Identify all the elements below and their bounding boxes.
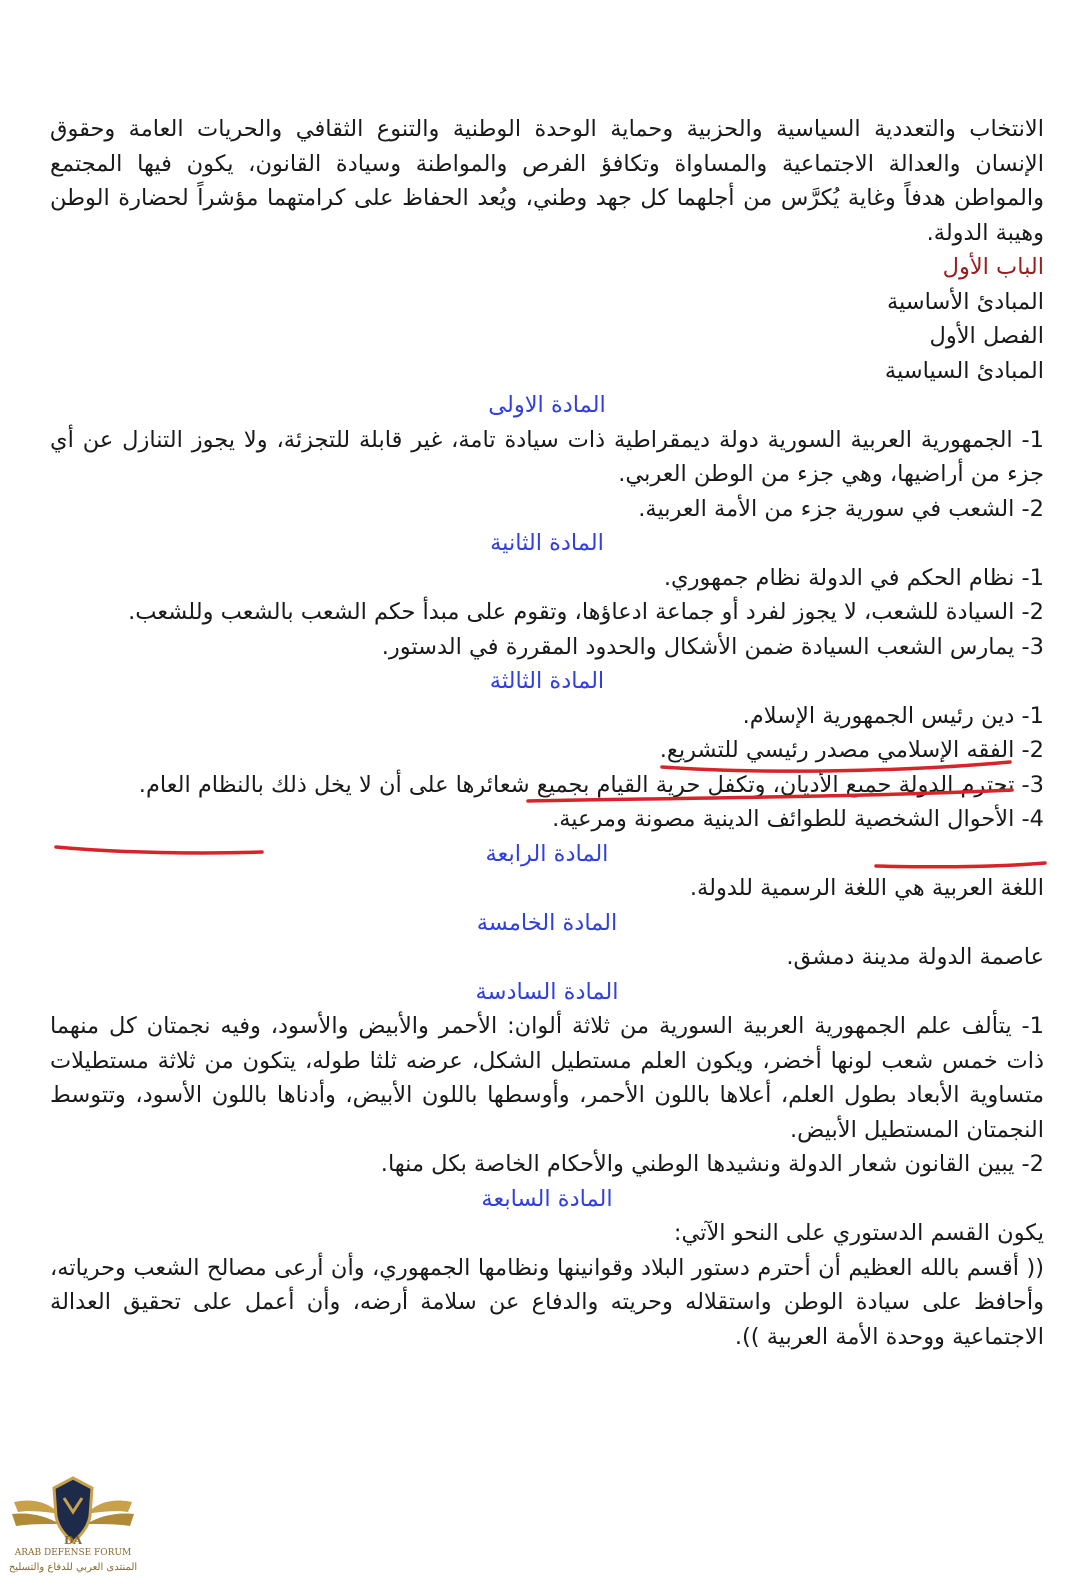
article-2-item-2: 2- السيادة للشعب، لا يجوز لفرد أو جماعة ادعاؤها، وتقوم على مبدأ حكم الشعب بالشعب وللشعب. — [128, 599, 1044, 625]
article-2-item-3: 3- يمارس الشعب السيادة ضمن الأشكال والحدود المقررة في الدستور. — [381, 633, 1044, 660]
article-3-item-4: 4- الأحوال الشخصية للطوائف الدينية مصونة ومرعية. — [552, 806, 1044, 832]
article-6-item-1: 1- يتألف علم الجمهورية العربية السورية من ثلاثة ألوان: الأحمر والأبيض والأسود، وفيه نجمتان كل منهما ذات خمس شعب لونها أخضر، ويكون العلم مستطيل الشكل، عرضه ثلثا طوله، يتكون من ثلاثة مستطيلات متساوية الأبعاد بطول العلم، أعلاها باللون الأحمر، وأوسطها باللون الأبيض، وأدناها باللون الأسود، وتتوسط النجمتان المستطيل الأبيض. — [50, 1013, 1044, 1143]
article-3-item-1: 1- دين رئيس الجمهورية الإسلام. — [742, 702, 1044, 729]
logo-name-arabic: المنتدى العربي للدفاع والتسليح — [8, 1562, 138, 1573]
part-title: الباب الأول — [942, 254, 1044, 280]
article-1-item-2: 2- الشعب في سورية جزء من الأمة العربية. — [638, 495, 1044, 522]
article-4-heading: المادة الرابعة — [485, 840, 609, 867]
article-2-item-1: 1- نظام الحكم في الدولة نظام جمهوري. — [663, 564, 1044, 591]
article-3-item-3: 3- تحترم الدولة جميع الأديان، وتكفل حرية القيام بجميع شعائرها على أن لا يخل ذلك بالنظام العام. — [138, 771, 1044, 798]
article-6-item-2: 2- يبين القانون شعار الدولة ونشيدها الوطني والأحكام الخاصة بكل منها. — [380, 1151, 1044, 1177]
logo-emblem-text: DA — [63, 1534, 83, 1547]
article-3-item-2: 2- الفقه الإسلامي مصدر رئيسي للتشريع. — [659, 737, 1044, 763]
article-7-oath: (( أقسم بالله العظيم أن أحترم دستور البلاد وقوانينها ونظامها الجمهوري، وأن أرعى مصالح الشعب وحرياته، وأحافظ على سيادة الوطن واستقلاله وحريته والدفاع عن سلامة أرضه، وأن أعمل على تحقيق العدالة الاجتماعية ووحدة الأمة العربية )). — [50, 1254, 1044, 1350]
logo-name-english: ARAB DEFENSE FORUM — [14, 1548, 132, 1558]
article-2-heading: المادة الثانية — [490, 530, 604, 556]
article-1-item-1: 1- الجمهورية العربية السورية دولة ديمقراطية ذات سيادة تامة، غير قابلة للتجزئة، ولا يجوز التنازل عن أي جزء من أراضيها، وهي جزء من الوطن العربي. — [50, 426, 1044, 487]
part-subtitle: المبادئ الأساسية — [886, 288, 1044, 315]
chapter-title: الفصل الأول — [929, 323, 1044, 349]
article-7-intro: يكون القسم الدستوري على النحو الآتي: — [673, 1220, 1044, 1246]
article-5-text: عاصمة الدولة مدينة دمشق. — [786, 944, 1044, 970]
chapter-subtitle: المبادئ السياسية — [884, 357, 1044, 384]
document-body — [50, 112, 1044, 1354]
intro-paragraph: الانتخاب والتعددية السياسية والحزبية وحماية الوحدة الوطنية والتنوع الثقافي والحريات العامة وحقوق الإنسان والعدالة الاجتماعية والمساواة وتكافؤ الفرص والمواطنة وسيادة القانون، يكون فيها المجتمع والمواطن هدفاً وغاية يُكرَّس من أجلهما كل جهد وطني، ويُعد الحفاظ على كرامتهما مؤشراً لحضارة الوطن وهيبة الدولة. — [50, 116, 1044, 246]
article-1-heading: المادة الاولى — [488, 392, 606, 418]
article-7-heading: المادة السابعة — [481, 1185, 613, 1212]
article-5-heading: المادة الخامسة — [476, 909, 618, 936]
forum-logo — [8, 1472, 138, 1584]
article-4-text: اللغة العربية هي اللغة الرسمية للدولة. — [689, 875, 1044, 901]
article-6-heading: المادة السادسة — [475, 978, 619, 1005]
article-3-heading: المادة الثالثة — [489, 668, 605, 694]
